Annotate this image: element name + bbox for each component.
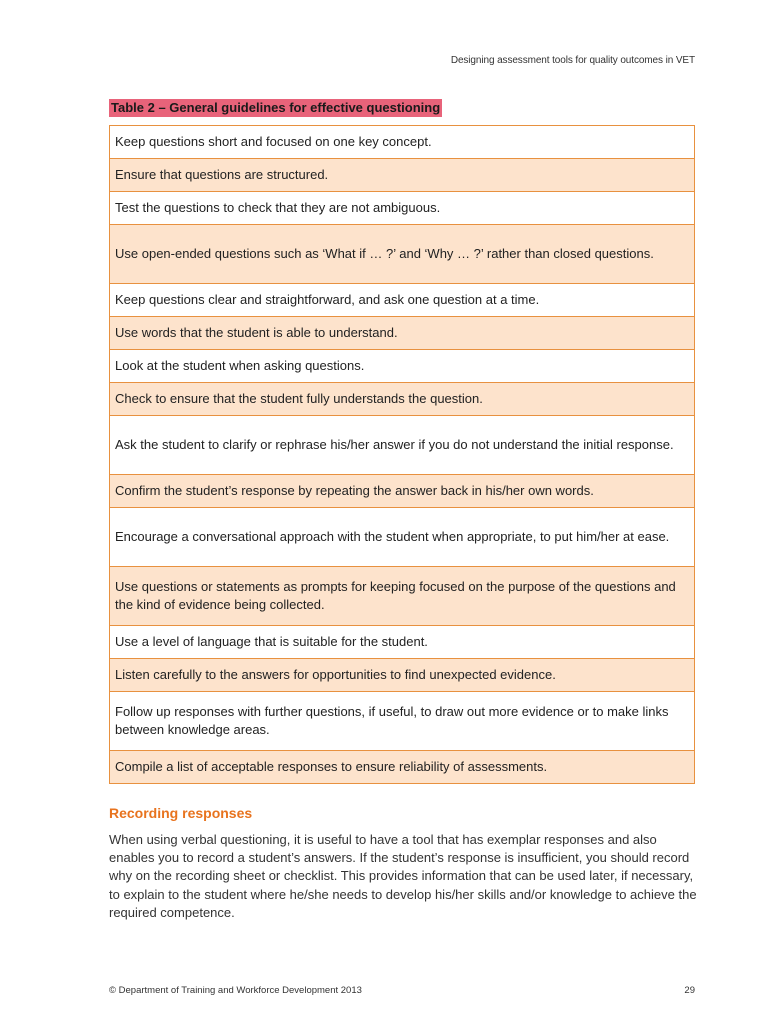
table-row — [110, 284, 694, 317]
table-row — [110, 692, 694, 751]
table-row — [110, 416, 694, 475]
table-row — [110, 626, 694, 659]
guidelines-table — [109, 125, 695, 784]
table-row — [110, 192, 694, 225]
footer-copyright: © Department of Training and Workforce Development 2013 — [109, 985, 362, 996]
body-paragraph: When using verbal questioning, it is useful to have a tool that has exemplar responses and also enables you to record a student’s answers. If the student’s response is insufficient, you should record why on the recording sheet or checklist. This provides information that can be used later, if necessary, to explain to the student where he/she needs to develop his/her skills and/or knowledge to achieve the required competence. — [109, 832, 697, 920]
table-cell-text: Encourage a conversational approach with the student when appropriate, to put him/her at ease. — [115, 528, 670, 544]
table-cell-text: Look at the student when asking questions. — [115, 357, 365, 373]
table-row — [110, 159, 694, 192]
table-row — [110, 659, 694, 692]
running-header: Designing assessment tools for quality outcomes in VET — [450, 55, 695, 66]
table-row — [110, 350, 694, 383]
table-cell-text: Compile a list of acceptable responses to ensure reliability of assessments. — [115, 758, 548, 774]
table-row — [110, 567, 694, 626]
table-cell-text: Use words that the student is able to understand. — [115, 324, 398, 340]
table-cell-text: Ensure that questions are structured. — [115, 166, 329, 182]
page-number: 29 — [684, 985, 695, 996]
table-cell-text: Confirm the student’s response by repeating the answer back in his/her own words. — [115, 482, 594, 498]
section-heading: Recording responses — [109, 805, 253, 821]
table-cell-text: Follow up responses with further questions, if useful, to draw out more evidence or to make links between knowledge areas. — [115, 703, 669, 737]
table-row — [110, 751, 694, 784]
table-cell-text: Use a level of language that is suitable for the student. — [115, 633, 428, 649]
table-cell-text: Use questions or statements as prompts for keeping focused on the purpose of the questions and the kind of evidence being collected. — [115, 578, 676, 612]
table-cell-text: Listen carefully to the answers for opportunities to find unexpected evidence. — [115, 666, 556, 682]
table-row — [110, 383, 694, 416]
table-cell-text: Ask the student to clarify or rephrase his/her answer if you do not understand the initial response. — [115, 436, 674, 452]
table-row — [110, 225, 694, 284]
table-cell-text: Use open-ended questions such as ‘What if … ?’ and ‘Why … ?’ rather than closed questions. — [115, 245, 654, 261]
table-row — [110, 317, 694, 350]
table-cell-text: Test the questions to check that they are not ambiguous. — [115, 199, 441, 215]
table-cell-text: Keep questions short and focused on one key concept. — [115, 133, 432, 149]
table-caption: Table 2 – General guidelines for effective questioning — [111, 100, 441, 115]
table-row — [110, 475, 694, 508]
table-cell-text: Keep questions clear and straightforward, and ask one question at a time. — [115, 291, 540, 307]
table-row — [110, 508, 694, 567]
table-row — [110, 126, 694, 159]
table-cell-text: Check to ensure that the student fully understands the question. — [115, 390, 483, 406]
